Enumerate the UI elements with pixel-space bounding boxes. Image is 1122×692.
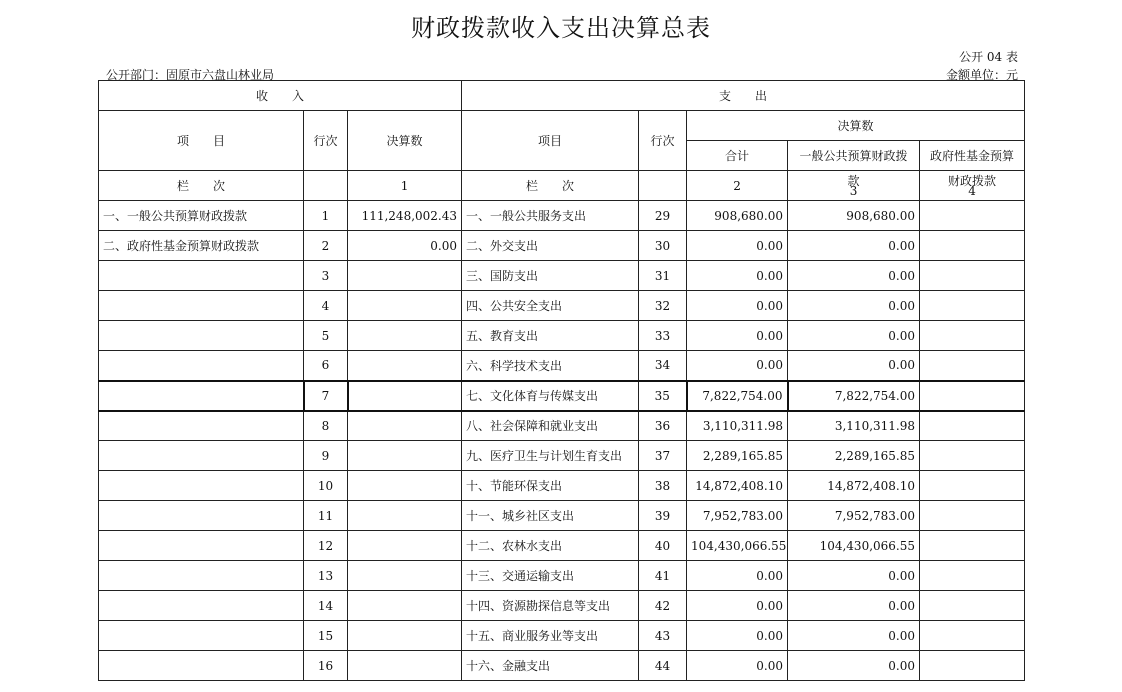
- income-item-cell: [99, 651, 304, 681]
- expense-row-no-cell: 29: [639, 201, 687, 231]
- gov-fund-amount-cell: [920, 291, 1025, 321]
- income-item-cell: 一、一般公共预算财政拨款: [99, 201, 304, 231]
- income-row-no-cell: 8: [304, 411, 348, 441]
- general-budget-amount-cell: 0.00: [788, 561, 920, 591]
- expense-row-no-cell: 32: [639, 291, 687, 321]
- expense-row-no-cell: 37: [639, 441, 687, 471]
- gov-fund-amount-cell: [920, 561, 1025, 591]
- income-amount-cell: [348, 321, 462, 351]
- income-amount-cell: [348, 261, 462, 291]
- income-amount-cell: [348, 381, 462, 411]
- gov-fund-header-line2: 财政拨款: [948, 173, 997, 188]
- expense-row-no-cell: 33: [639, 321, 687, 351]
- general-budget-amount-cell: 7,952,783.00: [788, 501, 920, 531]
- income-amount-cell: [348, 291, 462, 321]
- gov-fund-amount-cell: [920, 351, 1025, 381]
- gov-fund-amount-cell: [920, 321, 1025, 351]
- general-budget-amount-cell: 0.00: [788, 231, 920, 261]
- income-row-no-cell: 11: [304, 501, 348, 531]
- total-amount-cell: 7,952,783.00: [687, 501, 788, 531]
- expense-item-cell: 六、科学技术支出: [462, 351, 639, 381]
- table-row: [99, 291, 1025, 321]
- exp-col-label: 栏 次: [462, 171, 639, 201]
- expense-row-no-cell: 30: [639, 231, 687, 261]
- income-row-no-cell: 14: [304, 591, 348, 621]
- gov-fund-amount-cell: [920, 501, 1025, 531]
- income-item-cell: [99, 381, 304, 411]
- income-amount-cell: [348, 411, 462, 441]
- total-amount-cell: 104,430,066.55: [687, 531, 788, 561]
- general-budget-amount-cell: 0.00: [788, 261, 920, 291]
- total-header: 合计: [687, 141, 788, 171]
- income-row-no-cell: 12: [304, 531, 348, 561]
- income-row-no-cell: 1: [304, 201, 348, 231]
- exp-col-blank: [639, 171, 687, 201]
- table-row: [99, 591, 1025, 621]
- table-row: [99, 201, 1025, 231]
- gov-fund-amount-cell: [920, 201, 1025, 231]
- col-2: 2: [687, 171, 788, 201]
- table-row: [99, 471, 1025, 501]
- table-row: [99, 321, 1025, 351]
- income-row-no-cell: 13: [304, 561, 348, 591]
- income-item-cell: [99, 621, 304, 651]
- expense-row-no-cell: 36: [639, 411, 687, 441]
- general-budget-amount-cell: 908,680.00: [788, 201, 920, 231]
- expense-item-cell: 五、教育支出: [462, 321, 639, 351]
- expense-item-cell: 四、公共安全支出: [462, 291, 639, 321]
- table-row: [99, 621, 1025, 651]
- expense-row-no-cell: 31: [639, 261, 687, 291]
- income-row-no-cell: 16: [304, 651, 348, 681]
- expense-row-no-cell: 39: [639, 501, 687, 531]
- gov-fund-amount-cell: [920, 261, 1025, 291]
- expense-row-no-cell: 44: [639, 651, 687, 681]
- income-item-cell: [99, 351, 304, 381]
- gov-fund-amount-cell: [920, 621, 1025, 651]
- expense-item-cell: 十、节能环保支出: [462, 471, 639, 501]
- general-budget-amount-cell: 0.00: [788, 321, 920, 351]
- expense-header: 支 出: [462, 81, 1025, 111]
- income-amount-cell: [348, 501, 462, 531]
- total-amount-cell: 0.00: [687, 621, 788, 651]
- gov-fund-header: [920, 141, 1025, 171]
- total-amount-cell: 3,110,311.98: [687, 411, 788, 441]
- total-amount-cell: 0.00: [687, 261, 788, 291]
- total-amount-cell: 0.00: [687, 651, 788, 681]
- form-number: 公开 04 表: [959, 50, 1018, 64]
- expense-row-no-cell: 41: [639, 561, 687, 591]
- gov-fund-amount-cell: [920, 381, 1025, 411]
- expense-item-cell: 一、一般公共服务支出: [462, 201, 639, 231]
- income-row-no-header: 行次: [304, 111, 348, 171]
- amount-group-header: 决算数: [687, 111, 1025, 141]
- income-item-cell: [99, 561, 304, 591]
- table-row: [99, 651, 1025, 681]
- expense-row-no-cell: 43: [639, 621, 687, 651]
- income-row-no-cell: 2: [304, 231, 348, 261]
- income-amount-header: 决算数: [348, 111, 462, 171]
- total-amount-cell: 0.00: [687, 321, 788, 351]
- expense-item-cell: 十五、商业服务业等支出: [462, 621, 639, 651]
- expense-item-header: 项目: [462, 111, 639, 171]
- table-row: [99, 411, 1025, 441]
- income-item-header: 项 目: [99, 111, 304, 171]
- table-row: [99, 261, 1025, 291]
- income-row-no-cell: 9: [304, 441, 348, 471]
- income-header: 收 入: [99, 81, 462, 111]
- total-amount-cell: 0.00: [687, 591, 788, 621]
- income-item-cell: [99, 471, 304, 501]
- expense-item-cell: 二、外交支出: [462, 231, 639, 261]
- table-row: [99, 561, 1025, 591]
- expense-item-cell: 十二、农林水支出: [462, 531, 639, 561]
- budget-table: [98, 80, 1025, 681]
- income-row-no-cell: 6: [304, 351, 348, 381]
- expense-item-cell: 八、社会保障和就业支出: [462, 411, 639, 441]
- total-amount-cell: 14,872,408.10: [687, 471, 788, 501]
- income-item-cell: [99, 321, 304, 351]
- col-label: 栏 次: [99, 171, 304, 201]
- expense-item-cell: 九、医疗卫生与计划生育支出: [462, 441, 639, 471]
- income-amount-cell: [348, 351, 462, 381]
- general-budget-amount-cell: 0.00: [788, 351, 920, 381]
- expense-item-cell: 三、国防支出: [462, 261, 639, 291]
- table-row: [99, 501, 1025, 531]
- income-item-cell: [99, 591, 304, 621]
- general-budget-amount-cell: 104,430,066.55: [788, 531, 920, 561]
- gov-fund-header-line1: 政府性基金预算: [930, 148, 1015, 163]
- expense-row-no-cell: 35: [639, 381, 687, 411]
- expense-item-cell: 十一、城乡社区支出: [462, 501, 639, 531]
- col-4: 4: [968, 183, 976, 198]
- general-budget-amount-cell: 0.00: [788, 651, 920, 681]
- income-row-no-cell: 5: [304, 321, 348, 351]
- gov-fund-amount-cell: [920, 531, 1025, 561]
- general-budget-amount-cell: 3,110,311.98: [788, 411, 920, 441]
- table-row: [99, 381, 1025, 411]
- income-item-cell: [99, 441, 304, 471]
- income-item-cell: [99, 291, 304, 321]
- gov-fund-amount-cell: [920, 441, 1025, 471]
- expense-row-no-cell: 38: [639, 471, 687, 501]
- total-amount-cell: 0.00: [687, 351, 788, 381]
- department-label: 公开部门：固原市六盘山林业局: [106, 68, 275, 82]
- income-amount-cell: [348, 531, 462, 561]
- gov-fund-amount-cell: [920, 471, 1025, 501]
- col-blank: [304, 171, 348, 201]
- income-item-cell: [99, 411, 304, 441]
- expense-item-cell: 十六、金融支出: [462, 651, 639, 681]
- general-budget-header-line2: 款: [847, 173, 860, 188]
- income-row-no-cell: 3: [304, 261, 348, 291]
- expense-item-cell: 十四、资源勘探信息等支出: [462, 591, 639, 621]
- general-budget-amount-cell: 0.00: [788, 591, 920, 621]
- total-amount-cell: 908,680.00: [687, 201, 788, 231]
- general-budget-amount-cell: 0.00: [788, 621, 920, 651]
- expense-row-no-header: 行次: [639, 111, 687, 171]
- income-row-no-cell: 15: [304, 621, 348, 651]
- table-row: [99, 351, 1025, 381]
- income-amount-cell: 111,248,002.43: [348, 201, 462, 231]
- income-item-cell: 二、政府性基金预算财政拨款: [99, 231, 304, 261]
- col-3: 3: [849, 183, 858, 198]
- general-budget-header: [788, 141, 920, 171]
- expense-item-cell: 七、文化体育与传媒支出: [462, 381, 639, 411]
- income-row-no-cell: 10: [304, 471, 348, 501]
- income-amount-cell: [348, 561, 462, 591]
- income-amount-cell: [348, 471, 462, 501]
- table-row: [99, 231, 1025, 261]
- general-budget-amount-cell: 14,872,408.10: [788, 471, 920, 501]
- total-amount-cell: 0.00: [687, 231, 788, 261]
- income-item-cell: [99, 531, 304, 561]
- table-row: [99, 441, 1025, 471]
- income-amount-cell: [348, 591, 462, 621]
- expense-row-no-cell: 42: [639, 591, 687, 621]
- general-budget-amount-cell: 2,289,165.85: [788, 441, 920, 471]
- general-budget-amount-cell: 7,822,754.00: [788, 381, 920, 411]
- income-item-cell: [99, 261, 304, 291]
- total-amount-cell: 0.00: [687, 291, 788, 321]
- col-3-cell: [788, 171, 920, 201]
- income-amount-cell: [348, 651, 462, 681]
- gov-fund-amount-cell: [920, 411, 1025, 441]
- gov-fund-amount-cell: [920, 591, 1025, 621]
- expense-row-no-cell: 34: [639, 351, 687, 381]
- income-amount-cell: [348, 441, 462, 471]
- amount-unit-label: 金额单位：元: [945, 68, 1018, 82]
- table-row: [99, 531, 1025, 561]
- expense-row-no-cell: 40: [639, 531, 687, 561]
- total-amount-cell: 0.00: [687, 561, 788, 591]
- income-row-no-cell: 4: [304, 291, 348, 321]
- general-budget-header-line1: 一般公共预算财政拨: [799, 148, 908, 163]
- total-amount-cell: 2,289,165.85: [687, 441, 788, 471]
- income-row-no-cell: 7: [304, 381, 348, 411]
- income-item-cell: [99, 501, 304, 531]
- total-amount-cell: 7,822,754.00: [687, 381, 788, 411]
- gov-fund-amount-cell: [920, 651, 1025, 681]
- general-budget-amount-cell: 0.00: [788, 291, 920, 321]
- gov-fund-amount-cell: [920, 231, 1025, 261]
- income-amount-cell: 0.00: [348, 231, 462, 261]
- col-1: 1: [348, 171, 462, 201]
- col-4-cell: [920, 171, 1025, 201]
- expense-item-cell: 十三、交通运输支出: [462, 561, 639, 591]
- income-amount-cell: [348, 621, 462, 651]
- page-title: 财政拨款收入支出决算总表: [411, 14, 711, 42]
